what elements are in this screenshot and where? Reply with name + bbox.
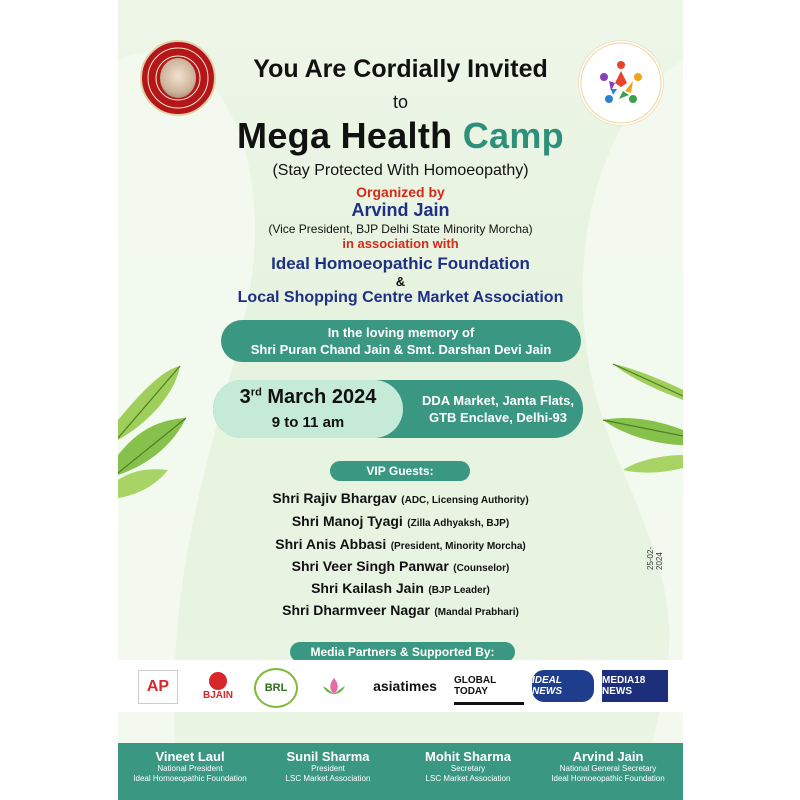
signatory-role: President: [311, 764, 345, 773]
event-title-main: Mega Health: [237, 115, 453, 156]
guest-name: Shri Veer Singh Panwar: [291, 558, 449, 574]
vip-guest-row: [118, 513, 683, 531]
guest-role: (Counselor): [453, 563, 510, 574]
sponsor-logos-strip: [118, 660, 683, 712]
event-venue: [408, 392, 588, 426]
signatory: [258, 749, 398, 784]
signatory-name: Vineet Laul: [155, 749, 225, 764]
guest-role: (ADC, Licensing Authority): [401, 495, 529, 506]
sponsor-logo-bjain: [196, 670, 240, 702]
footer-signatories: [118, 743, 683, 800]
guest-role: (President, Minority Morcha): [390, 541, 526, 552]
guest-name: Shri Kailash Jain: [311, 580, 424, 596]
sponsor-logo-global-today: GLOBAL TODAY: [454, 670, 524, 705]
signatory: [398, 749, 538, 784]
to-text: to: [392, 92, 408, 112]
vip-guest-row: [118, 558, 683, 576]
right-leaves-decoration: [598, 360, 683, 480]
signatory-role: Secretary: [450, 764, 486, 773]
sponsor-logo-lotus: [310, 670, 358, 702]
date-rest: March 2024: [267, 386, 377, 408]
sponsor-logo-asiatimes: asiatimes: [373, 678, 437, 694]
guest-role: (BJP Leader): [428, 585, 490, 596]
ampersand: &: [395, 274, 406, 289]
signatory: [538, 749, 678, 784]
memory-banner: [221, 320, 581, 362]
event-title: [118, 115, 683, 157]
association-1: Ideal Homoeopathic Foundation: [271, 254, 530, 273]
invite-heading: You Are Cordially Invited: [253, 55, 548, 83]
signatory: [120, 749, 260, 784]
association-2: Local Shopping Centre Market Association: [237, 289, 564, 306]
vip-guest-row: [118, 602, 683, 620]
guest-role: (Mandal Prabhari): [434, 607, 519, 618]
signatory-name: Sunil Sharma: [286, 749, 370, 764]
guest-name: Shri Anis Abbasi: [275, 536, 387, 552]
vip-guest-row: [118, 490, 683, 508]
organized-by-label: Organized by: [356, 184, 445, 200]
print-date: 25-02-2024: [646, 546, 664, 570]
organizer-role: (Vice President, BJP Delhi State Minority Morcha): [268, 222, 533, 236]
signatory-org: LSC Market Association: [285, 774, 371, 783]
guest-name: Shri Manoj Tyagi: [291, 513, 403, 529]
signatory-org: Ideal Homoeopathic Foundation: [551, 774, 665, 783]
bjain-mark-icon: [209, 672, 227, 690]
guest-name: Shri Rajiv Bhargav: [272, 490, 397, 506]
media-partners-label: Media Partners & Supported By:: [290, 642, 515, 662]
event-date: [213, 386, 403, 409]
memory-line-1: In the loving memory of: [327, 325, 475, 340]
bjain-text: BJAIN: [202, 689, 233, 701]
date-day: 3: [239, 386, 251, 408]
signatory-role: National President: [157, 764, 223, 773]
sponsor-logo-ideal-news: IDEAL NEWS: [532, 670, 594, 702]
event-tagline: (Stay Protected With Homoeopathy): [272, 162, 529, 179]
organizer-name: Arvind Jain: [351, 200, 450, 220]
venue-line-2: GTB Enclave, Delhi-93: [429, 410, 567, 425]
vip-guest-row: [118, 536, 683, 554]
signatory-name: Arvind Jain: [572, 749, 644, 764]
signatory-role: National General Secretary: [559, 764, 657, 773]
venue-line-1: DDA Market, Janta Flats,: [422, 393, 574, 408]
signatory-org: LSC Market Association: [425, 774, 511, 783]
association-label: in association with: [342, 236, 459, 251]
invitation-poster: [118, 0, 683, 800]
vip-guest-row: [118, 580, 683, 598]
event-title-accent: Camp: [462, 115, 564, 156]
signatory-org: Ideal Homoeopathic Foundation: [133, 774, 247, 783]
memory-line-2: Shri Puran Chand Jain & Smt. Darshan Devi Jain: [250, 342, 552, 357]
lotus-icon: [319, 676, 349, 696]
vip-guests-label: VIP Guests:: [330, 461, 470, 481]
left-leaves-decoration: [118, 360, 188, 500]
sponsor-logo-media18: MEDIA18 NEWS: [602, 670, 668, 702]
sponsor-logo-brl: BRL: [254, 668, 298, 708]
event-time: 9 to 11 am: [271, 414, 345, 431]
sponsor-logo-ap: AP: [138, 670, 178, 704]
guest-role: (Zilla Adhyaksh, BJP): [407, 518, 510, 529]
signatory-name: Mohit Sharma: [425, 749, 511, 764]
date-suffix: rd: [250, 386, 262, 399]
guest-name: Shri Dharmveer Nagar: [282, 602, 430, 618]
